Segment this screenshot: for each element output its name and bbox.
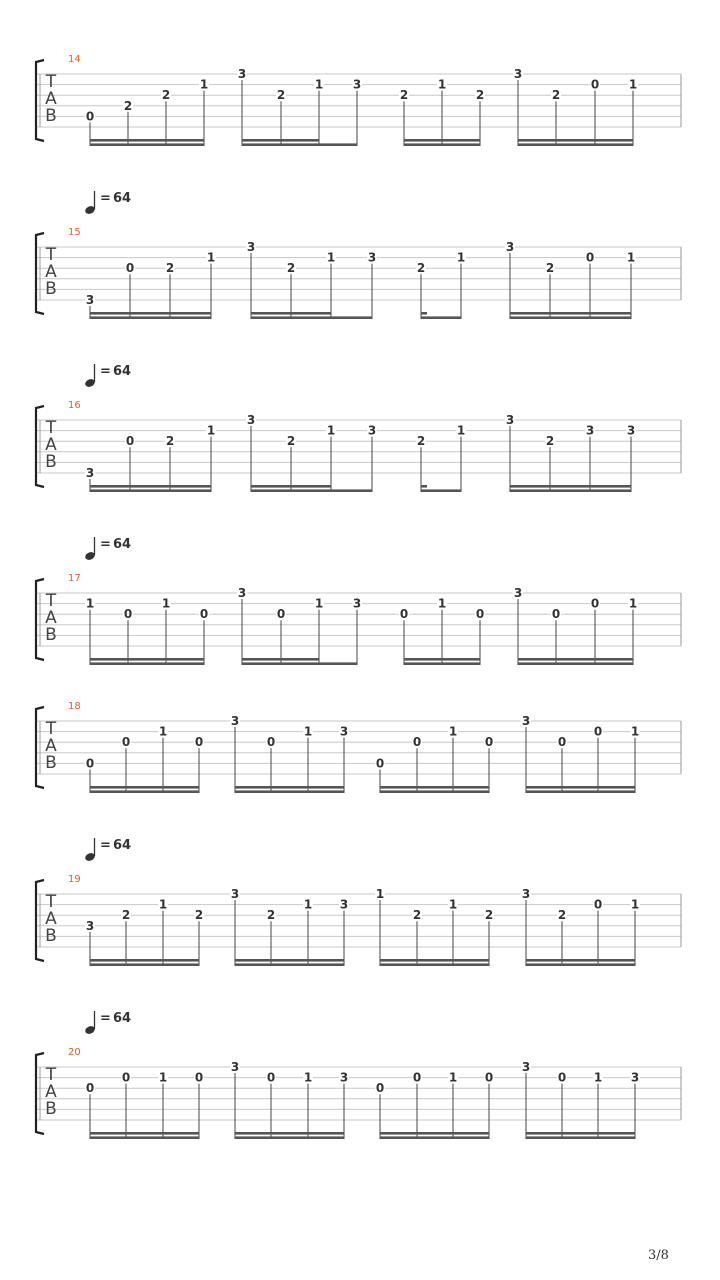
fret-number: 1 [158, 724, 168, 739]
fret-number: 1 [593, 1070, 603, 1085]
tab-clef-letter: B [45, 452, 57, 472]
beam-secondary [380, 1136, 489, 1139]
tempo-value: 64 [113, 537, 132, 552]
beam-primary [242, 139, 319, 142]
beam-primary [380, 959, 489, 962]
beam-secondary [380, 790, 489, 793]
fret-number: 3 [630, 1070, 640, 1085]
measure-number: 20 [68, 1047, 81, 1058]
beam-secondary [235, 790, 344, 793]
fret-number: 1 [456, 423, 466, 438]
fret-number: 0 [484, 1070, 494, 1085]
beam-primary [526, 959, 635, 962]
fret-number: 3 [230, 887, 240, 901]
fret-number: 3 [521, 1060, 531, 1074]
beam-primary [90, 959, 199, 962]
fret-number: 1 [448, 1070, 458, 1085]
fret-number: 3 [367, 250, 377, 265]
fret-number: 0 [590, 77, 600, 92]
fret-number: 3 [230, 1060, 240, 1074]
beam-secondary [242, 143, 357, 146]
fret-number: 1 [626, 250, 636, 265]
fret-number: 2 [161, 88, 171, 103]
fret-number: 2 [416, 434, 426, 449]
fret-number: 1 [158, 1070, 168, 1085]
beam-primary [380, 1132, 489, 1135]
tempo-value: 64 [113, 191, 132, 206]
fret-number: 2 [484, 908, 494, 923]
tab-clef-letter: A [45, 89, 57, 109]
beam-secondary [90, 143, 204, 146]
beam-secondary [251, 316, 372, 319]
fret-number: 3 [521, 714, 531, 728]
beam-primary [235, 1132, 344, 1135]
fret-number: 1 [630, 897, 640, 912]
fret-number: 3 [85, 466, 95, 480]
fret-number: 1 [437, 596, 447, 611]
measure-number: 18 [68, 701, 81, 712]
fret-number: 0 [123, 607, 133, 622]
fret-number: 1 [314, 77, 324, 92]
beam-secondary [526, 790, 635, 793]
beam-secondary [421, 316, 461, 319]
tab-clef-letter: B [45, 279, 57, 299]
tab-clef-letter: T [45, 719, 57, 739]
beam-primary [90, 658, 204, 661]
fret-number: 0 [557, 735, 567, 750]
beam-secondary [526, 963, 635, 966]
fret-number: 1 [448, 897, 458, 912]
beam-primary [90, 786, 199, 789]
fret-number: 3 [246, 240, 256, 254]
fret-number: 0 [557, 1070, 567, 1085]
fret-number: 0 [125, 261, 135, 276]
beam-primary [90, 312, 211, 315]
fret-number: 3 [339, 897, 349, 912]
fret-number: 0 [121, 1070, 131, 1085]
fret-number: 2 [399, 88, 409, 103]
tempo-equals: = [100, 838, 111, 853]
beam-secondary [235, 963, 344, 966]
fret-number: 2 [286, 434, 296, 449]
beam-secondary [526, 1136, 635, 1139]
fret-number: 3 [513, 67, 523, 81]
beam-primary [510, 485, 631, 488]
beam-secondary [242, 662, 357, 665]
fret-number: 3 [352, 77, 362, 92]
fret-number: 2 [165, 434, 175, 449]
tempo-value: 64 [113, 838, 132, 853]
fret-number: 0 [276, 607, 286, 622]
fret-number: 2 [276, 88, 286, 103]
beam-primary [235, 786, 344, 789]
beam-primary [380, 786, 489, 789]
fret-number: 3 [85, 918, 95, 933]
tempo-value: 64 [113, 364, 132, 379]
fret-number: 3 [237, 586, 247, 600]
beam-secondary [404, 662, 480, 665]
tempo-equals: = [100, 364, 111, 379]
fret-number: 2 [123, 98, 133, 113]
beam-stub [421, 485, 427, 488]
measure-number: 14 [68, 54, 81, 65]
fret-number: 1 [161, 596, 171, 611]
fret-number: 3 [230, 714, 240, 728]
beam-secondary [90, 963, 199, 966]
beam-primary [235, 959, 344, 962]
beam-secondary [404, 143, 480, 146]
fret-number: 1 [303, 1070, 313, 1085]
fret-number: 0 [85, 109, 95, 124]
fret-number: 2 [286, 261, 296, 276]
fret-number: 1 [303, 724, 313, 739]
fret-number: 2 [475, 88, 485, 103]
beam-secondary [518, 143, 633, 146]
fret-number: 1 [303, 897, 313, 912]
fret-number: 0 [551, 607, 561, 622]
fret-number: 0 [412, 1070, 422, 1085]
tab-clef-letter: T [45, 245, 57, 265]
fret-number: 2 [551, 88, 561, 103]
fret-number: 0 [194, 735, 204, 750]
fret-number: 1 [437, 77, 447, 92]
fret-number: 3 [626, 423, 636, 438]
fret-number: 1 [199, 77, 209, 92]
beam-primary [526, 786, 635, 789]
fret-number: 1 [85, 596, 95, 611]
fret-number: 0 [593, 724, 603, 739]
fret-number: 0 [375, 756, 385, 771]
fret-number: 1 [158, 897, 168, 912]
measure-number: 16 [68, 400, 81, 411]
tab-clef-letter: B [45, 926, 57, 946]
beam-secondary [518, 662, 633, 665]
fret-number: 2 [416, 261, 426, 276]
fret-number: 3 [85, 293, 95, 307]
fret-number: 0 [375, 1081, 385, 1096]
fret-number: 0 [593, 897, 603, 912]
fret-number: 3 [339, 1070, 349, 1085]
fret-number: 1 [206, 423, 216, 438]
tab-clef-letter: T [45, 1065, 57, 1085]
beam-secondary [90, 790, 199, 793]
fret-number: 3 [585, 423, 595, 438]
measure-number: 17 [68, 573, 81, 584]
tab-clef-letter: T [45, 892, 57, 912]
beam-primary [518, 658, 633, 661]
fret-number: 1 [628, 596, 638, 611]
fret-number: 0 [121, 735, 131, 750]
tab-clef-letter: B [45, 106, 57, 126]
page-number: 3/8 [648, 1248, 669, 1263]
fret-number: 0 [85, 1081, 95, 1096]
beam-primary [404, 658, 480, 661]
tab-clef-letter: B [45, 753, 57, 773]
beam-secondary [510, 316, 631, 319]
tab-clef-letter: A [45, 736, 57, 756]
fret-number: 0 [590, 596, 600, 611]
tempo-equals: = [100, 537, 111, 552]
fret-number: 2 [545, 434, 555, 449]
beam-secondary [380, 963, 489, 966]
beam-primary [526, 1132, 635, 1135]
fret-number: 0 [194, 1070, 204, 1085]
fret-number: 0 [85, 756, 95, 771]
tab-clef-letter: T [45, 591, 57, 611]
fret-number: 2 [121, 908, 131, 923]
tab-clef-letter: A [45, 262, 57, 282]
fret-number: 0 [484, 735, 494, 750]
fret-number: 1 [628, 77, 638, 92]
fret-number: 3 [521, 887, 531, 901]
fret-number: 1 [456, 250, 466, 265]
fret-number: 1 [448, 724, 458, 739]
tempo-value: 64 [113, 1011, 132, 1026]
tab-clef-letter: B [45, 625, 57, 645]
fret-number: 2 [266, 908, 276, 923]
fret-number: 1 [326, 423, 336, 438]
beam-primary [90, 485, 211, 488]
tab-clef-letter: T [45, 72, 57, 92]
fret-number: 0 [199, 607, 209, 622]
fret-number: 2 [194, 908, 204, 923]
beam-primary [510, 312, 631, 315]
beam-secondary [90, 316, 211, 319]
beam-secondary [90, 662, 204, 665]
fret-number: 0 [412, 735, 422, 750]
beam-secondary [510, 489, 631, 492]
beam-primary [242, 658, 319, 661]
beam-secondary [235, 1136, 344, 1139]
fret-number: 3 [505, 240, 515, 254]
fret-number: 3 [339, 724, 349, 739]
fret-number: 3 [367, 423, 377, 438]
fret-number: 2 [545, 261, 555, 276]
fret-number: 3 [237, 67, 247, 81]
fret-number: 0 [266, 735, 276, 750]
measure-number: 15 [68, 227, 81, 238]
fret-number: 1 [375, 887, 385, 901]
beam-secondary [251, 489, 372, 492]
fret-number: 1 [326, 250, 336, 265]
tempo-equals: = [100, 1011, 111, 1026]
fret-number: 0 [585, 250, 595, 265]
fret-number: 1 [630, 724, 640, 739]
beam-primary [90, 1132, 199, 1135]
fret-number: 0 [125, 434, 135, 449]
fret-number: 3 [352, 596, 362, 611]
tab-clef-letter: B [45, 1099, 57, 1119]
fret-number: 3 [505, 413, 515, 427]
tab-clef-letter: A [45, 435, 57, 455]
fret-number: 1 [314, 596, 324, 611]
fret-number: 3 [513, 586, 523, 600]
fret-number: 0 [399, 607, 409, 622]
measure-number: 19 [68, 874, 81, 885]
beam-primary [90, 139, 204, 142]
fret-number: 1 [206, 250, 216, 265]
fret-number: 0 [475, 607, 485, 622]
fret-number: 2 [165, 261, 175, 276]
beam-primary [251, 312, 331, 315]
tab-clef-letter: A [45, 1082, 57, 1102]
fret-number: 3 [246, 413, 256, 427]
beam-secondary [90, 1136, 199, 1139]
tab-clef-letter: T [45, 418, 57, 438]
beam-stub [421, 312, 427, 315]
tab-clef-letter: A [45, 909, 57, 929]
beam-primary [404, 139, 480, 142]
fret-number: 2 [557, 908, 567, 923]
beam-primary [251, 485, 331, 488]
beam-primary [518, 139, 633, 142]
beam-secondary [421, 489, 461, 492]
beam-secondary [90, 489, 211, 492]
tab-clef-letter: A [45, 608, 57, 628]
fret-number: 0 [266, 1070, 276, 1085]
tempo-equals: = [100, 191, 111, 206]
fret-number: 2 [412, 908, 422, 923]
